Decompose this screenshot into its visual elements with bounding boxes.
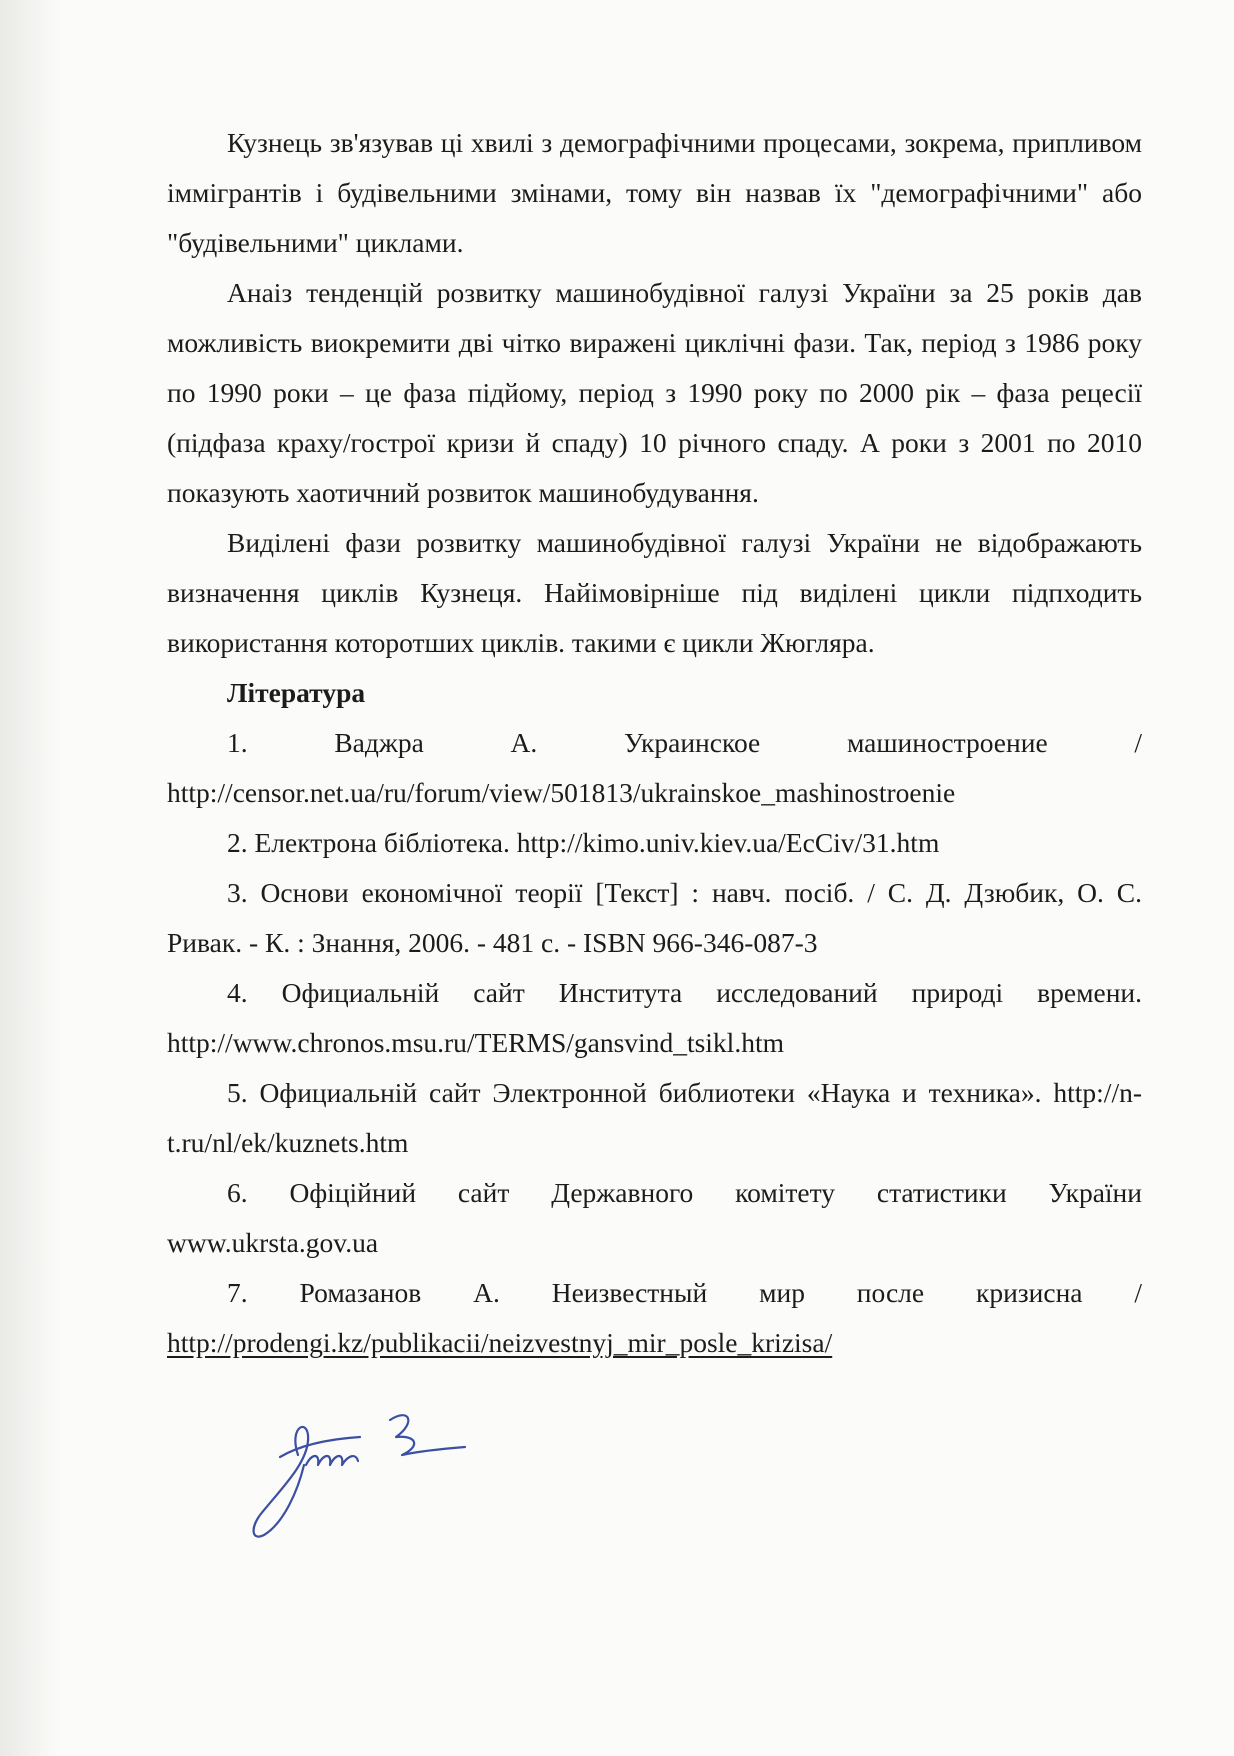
handwritten-signature — [240, 1395, 490, 1545]
paragraph-phases-conclusion: Виділені фази розвитку машинобудівної галузі України не відображають визначення циклів Кузнеця. Найімовірніше під виділені цикли підпходить використання которотших циклів. такими є цикли Жюгляра. — [167, 527, 1142, 658]
reference-item: 6. Офіційний сайт Державного комітету статистики України www.ukrsta.gov.ua — [167, 1177, 1142, 1258]
references-list — [167, 718, 1142, 1368]
paragraph-kuznets-waves: Кузнець зв'язував ці хвилі з демографічними процесами, зокрема, припливом іммігрантів і будівельними змінами, тому він назвав їх "демографічними" або "будівельними" циклами. — [167, 127, 1142, 258]
reference-item: 1. Ваджра А. Украинское машиностроение / http://censor.net.ua/ru/forum/view/501813/ukrainskoe_mashinostroenie — [167, 727, 1142, 808]
scan-edge-shadow — [0, 0, 60, 1756]
reference-7-link[interactable]: http://prodengi.kz/publikacii/neizvestnyj_mir_posle_krizisa/ — [167, 1327, 833, 1358]
reference-item: 4. Официальній сайт Института исследований природі времени. http://www.chronos.msu.ru/TERMS/gansvind_tsikl.htm — [167, 977, 1142, 1058]
references-heading: Література — [227, 677, 366, 708]
document-page — [167, 118, 1142, 1368]
reference-7-text: 7. Ромазанов А. Неизвестный мир после кризисна / — [227, 1277, 1142, 1308]
reference-item: 3. Основи економічної теорії [Текст] : навч. посіб. / С. Д. Дзюбик, О. С. Ривак. - К. : Знання, 2006. - 481 с. - ISBN 966-346-087-3 — [167, 877, 1142, 958]
reference-item: 5. Официальній сайт Электронной библиотеки «Наука и техника». http://n-t.ru/nl/ek/kuznets.htm — [167, 1077, 1142, 1158]
paragraph-trend-analysis: Анаіз тенденцій розвитку машинобудівної галузі України за 25 років дав можливість виокремити дві чітко виражені циклічні фази. Так, період з 1986 року по 1990 роки – це фаза підйому, період з 1990 року по 2000 рік – фаза рецесії (підфаза краху/гострої кризи й спаду) 10 річного спаду. А роки з 2001 по 2010 показують хаотичний розвиток машинобудування. — [167, 277, 1142, 508]
reference-item — [167, 1268, 1142, 1368]
reference-item: 2. Електрона бібліотека. http://kimo.univ.kiev.ua/EcCiv/31.htm — [227, 827, 940, 858]
